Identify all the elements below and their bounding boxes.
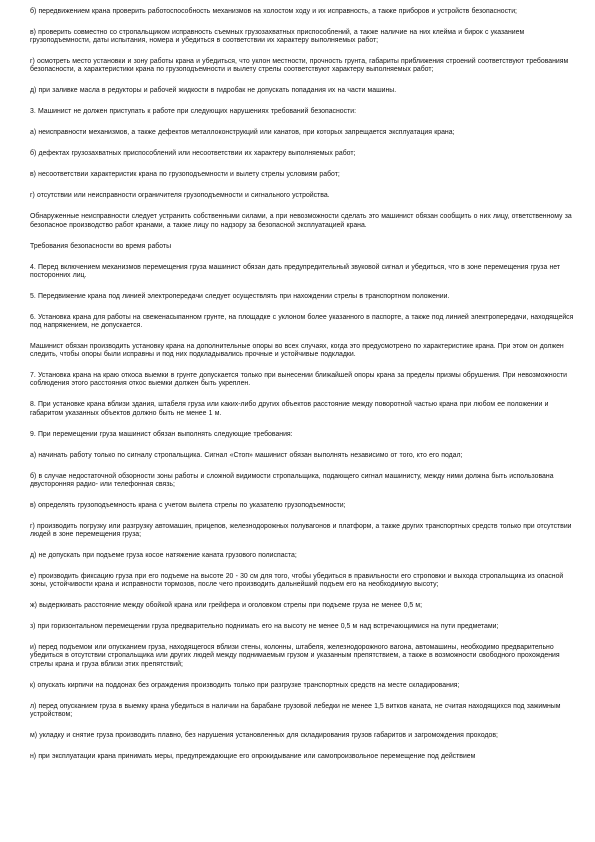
paragraph-defects-reporting: Обнаруженные неисправности следует устранить собственными силами, а при невозможности сделать это машинист обязан сообщить о них лицу, ответственному за безопасное производство работ кранами, а также лицу по надзору за безопасной эксплуатацией крана.	[30, 213, 572, 229]
paragraph-6-installation-restrictions: 6. Установка крана для работы на свеженасыпанном грунте, на площадке с уклоном более указанного в паспорте, а также под линией электропередачи, находящейся под напряжением, не допускается.	[30, 313, 574, 330]
paragraph-9-a-signal: а) начинать работу только по сигналу стропальщика. Сигнал «Стоп» машинист обязан выполнять независимо от того, кто его подал;	[30, 451, 463, 459]
paragraph-3-a-defects: а) неисправности механизмов, а также дефектов металлоконструкций или канатов, при которых запрещается эксплуатация крана;	[30, 129, 455, 137]
paragraph-outriggers: Машинист обязан производить установку крана на дополнительные опоры во всех случаях, когда это предусмотрено по характеристике крана. При этом он должен следить, чтобы опоры были исправны и под них подкладывались прочные и устойчивые подкладки.	[30, 343, 564, 359]
paragraph-9-g-loading-vehicles: г) производить погрузку или разгрузку автомашин, прицепов, железнодорожных полувагонов и платформ, а также других транспортных средств только при отсутствии людей в зоне перемещения груза;	[30, 522, 572, 539]
paragraph-9-l-drum-turns: л) перед опусканием груза в выемку крана убедиться в наличии на барабане грузовой лебедки не менее 1,5 витков каната, не считая находящихся под зажимным устройством;	[30, 702, 561, 718]
paragraph-1-b-check-mechanisms: б) передвижением крана проверить работоспособность механизмов на холостом ходу и их исправность, а также приборов и устройств безопасности;	[30, 8, 517, 15]
paragraph-9-zh-hook-clearance: ж) выдерживать расстояние между обойкой крана или грейфера и оголовком стрелы при подъеме груза не менее 0,5 м;	[30, 602, 423, 610]
paragraph-3-g-limiter-missing: г) отсутствии или неисправности ограничителя грузоподъемности и сигнального устройства.	[30, 192, 330, 200]
paragraph-8-distance-to-objects: 8. При установке крана вблизи здания, штабеля груза или каких-либо других объектов расстояние между поворотной частью крана при любом ее положении и габаритом указанных объектов должно быть не менее 1 м.	[30, 401, 549, 417]
paragraph-9-z-horizontal-move: з) при горизонтальном перемещении груза предварительно поднимать его на высоту не менее 0,5 м над встречающимися на пути предметами;	[30, 623, 499, 631]
paragraph-9-heading: 9. При перемещении груза машинист обязан выполнять следующие требования:	[30, 430, 293, 438]
paragraph-1-d-oil-filling: д) при заливке масла в редукторы и рабочей жидкости в гидробак не допускать попадания их на части машины.	[30, 87, 397, 95]
paragraph-1-v-check-lifting-devices: в) проверить совместно со стропальщиком исправность съемных грузозахватных приспособлений, а также наличие на них клейма и бирок с указанием грузоподъемности, даты испытания, номера и убедиться в соответствии их характеру выполняемых работ;	[30, 29, 525, 45]
paragraph-9-d-oblique-tension: д) не допускать при подъеме груза косое натяжение каната грузового полиспаста;	[30, 552, 297, 560]
paragraph-3-b-lifting-devices: б) дефектах грузозахватных приспособлений или несоответствии их характеру выполняемых работ;	[30, 150, 356, 158]
paragraph-9-i-near-obstacles: и) перед подъемом или опусканием груза, находящегося вблизи стены, колонны, штабеля, железнодорожного вагона, автомашины, необходимо предварительно убедиться в отсутствии стропальщика или других людей между поднимаемым грузом и указанным препятствием, а также в возможности свободного прохождения стрелы крана и груза вблизи этих препятствий;	[30, 644, 560, 668]
paragraph-3-v-capacity-mismatch: в) несоответствии характеристик крана по грузоподъемности и вылету стрелы условиям работ;	[30, 171, 340, 179]
paragraph-9-v-capacity: в) определять грузоподъемность крана с учетом вылета стрелы по указателю грузоподъемности;	[30, 501, 346, 509]
paragraph-1-g-inspect-site: г) осмотреть место установки и зону работы крана и убедиться, что уклон местности, прочность грунта, габариты приближения строений соответствуют требованиям безопасности, а характеристики крана по грузоподъемности и вылету стрелы соответствуют характеру выполняемых работ;	[30, 58, 569, 74]
paragraph-4-warning-signal: 4. Перед включением механизмов перемещения груза машинист обязан дать предупредительный звуковой сигнал и убедиться, что в зоне перемещения груза нет посторонних лиц.	[30, 263, 561, 279]
paragraph-7-slope-edge: 7. Установка крана на краю откоса выемки в грунте допускается только при вынесении ближайшей опоры крана за пределы призмы обрушения. При невозможности соблюдения этого расстояния откос выемки должен быть укреплен.	[30, 372, 567, 388]
paragraph-9-b-radio-link: б) в случае недостаточной обзорности зоны работы и сложной видимости стропальщика, подающего сигнал машинисту, между ними должна быть использована двусторонняя радио- или телефонная связь;	[30, 472, 554, 488]
paragraph-9-e-trial-lift: е) производить фиксацию груза при его подъеме на высоте 20 - 30 см для того, чтобы убедиться в правильности его строповки и выхода стропальщика из опасной зоны, устойчивости крана и исправности тормозов, после чего производить дальнейший подъем его на необходимую высоту;	[30, 573, 564, 589]
section-heading-during-work: Требования безопасности во время работы	[30, 242, 172, 250]
section-3-heading: 3. Машинист не должен приступать к работе при следующих нарушениях требований безопасности:	[30, 108, 357, 116]
paragraph-5-power-line-travel: 5. Передвижение крана под линией электропередачи следует осуществлять при нахождении стрелы в транспортном положении.	[30, 292, 450, 300]
paragraph-9-k-brick-pallets: к) опускать кирпичи на поддонах без ограждения производить только при разгрузке транспортных средств на месте складирования;	[30, 681, 460, 689]
paragraph-9-m-smooth-placement: м) укладку и снятие груза производить плавно, без нарушения установленных для складирования грузов габаритов и загромождения проходов;	[30, 731, 498, 739]
paragraph-9-n-tipping-prevention: н) при эксплуатации крана принимать меры, предупреждающие его опрокидывание или самопроизвольное перемещение под действием	[30, 752, 476, 760]
